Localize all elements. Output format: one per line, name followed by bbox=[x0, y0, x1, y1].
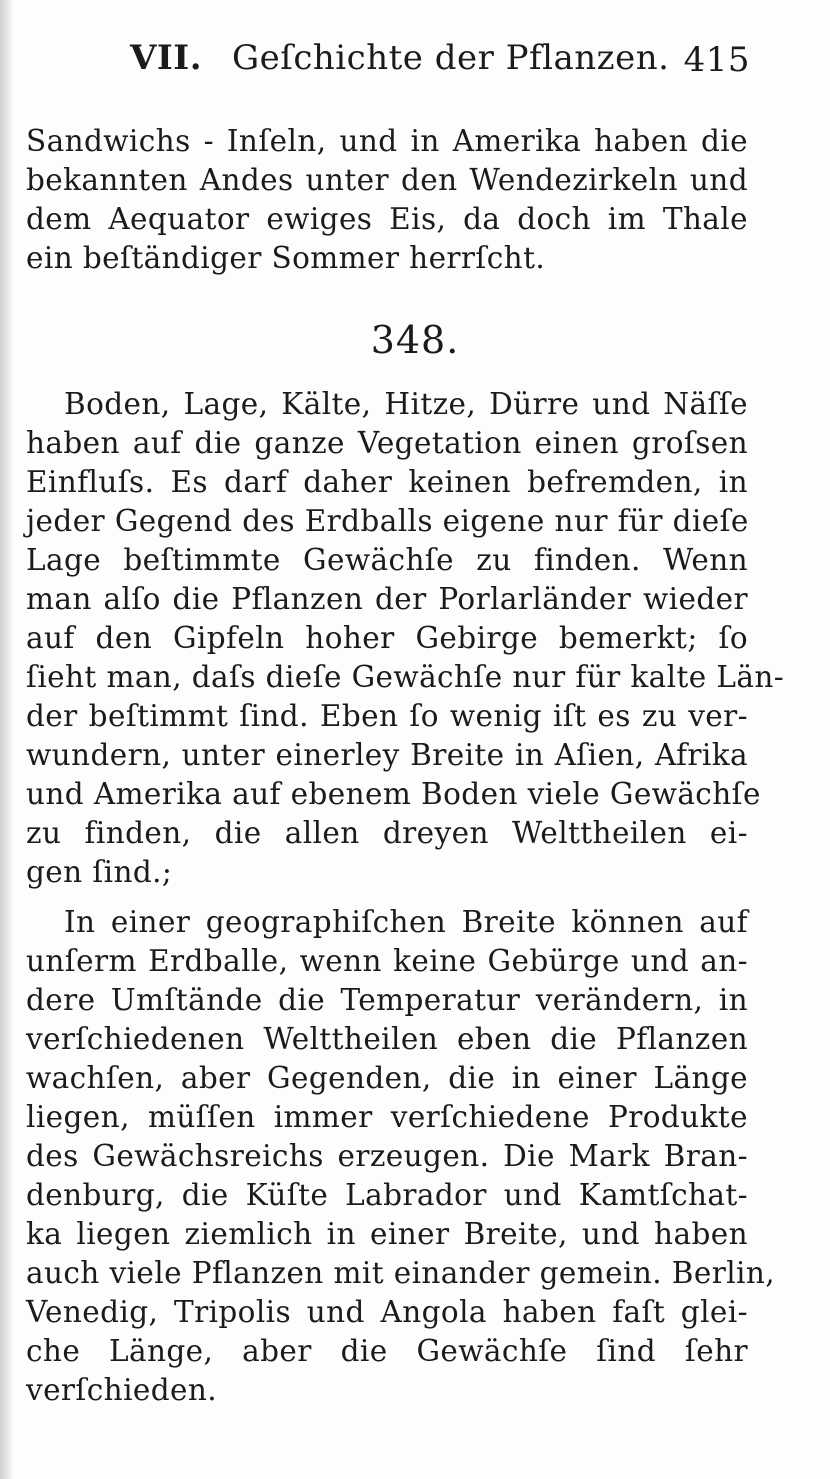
text-line: Boden, Lage, Kälte, Hitze, Dürre und Näſſe bbox=[64, 387, 748, 421]
text-line: Einfluſs. Es darf daher keinen befremden, in bbox=[26, 465, 748, 499]
text-line: ſieht man, daſs dieſe Gewächſe nur für kalte Län- bbox=[26, 660, 785, 694]
text-line: auch viele Pflanzen mit einander gemein. Berlin, bbox=[26, 1256, 776, 1290]
text-line: ka liegen ziemlich in einer Breite, und haben bbox=[26, 1217, 748, 1251]
paragraph-geography bbox=[26, 903, 776, 1410]
text-line: der beſtimmt ſind. Eben ſo wenig iſt es zu ver- bbox=[26, 699, 748, 733]
text-line: ein beſtändiger Sommer herrſcht. bbox=[26, 241, 546, 275]
text-line: haben auf die ganze Vegetation einen groſsen bbox=[26, 426, 748, 460]
running-header bbox=[130, 38, 750, 88]
text-line: wundern, unter einerley Breite in Aſien, Afrika bbox=[26, 738, 748, 772]
text-line: dere Umſtände die Temperatur verändern, in bbox=[26, 983, 748, 1017]
section-number: 348. bbox=[370, 318, 460, 362]
text-line: des Gewächsreichs erzeugen. Die Mark Bran- bbox=[26, 1139, 748, 1173]
text-line: unſerm Erdballe, wenn keine Gebürge und an- bbox=[26, 944, 748, 978]
text-line: bekannten Andes unter den Wendezirkeln und bbox=[26, 163, 748, 197]
text-line: Venedig, Tripolis und Angola haben faſt glei- bbox=[26, 1295, 748, 1329]
text-line: zu finden, die allen dreyen Welttheilen ei- bbox=[26, 816, 748, 850]
text-line: man alſo die Pflanzen der Porlarländer wieder bbox=[26, 582, 748, 616]
paragraph-348 bbox=[26, 385, 785, 892]
text-line: denburg, die Küſte Labrador und Kamtſchat- bbox=[26, 1178, 748, 1212]
text-line: In einer geographiſchen Breite können auf bbox=[64, 905, 748, 939]
text-line: liegen, müſſen immer verſchiedene Produkte bbox=[26, 1100, 748, 1134]
text-line: auf den Gipfeln hoher Gebirge bemerkt; ſo bbox=[26, 621, 748, 655]
paragraph-continuation bbox=[26, 122, 748, 278]
chapter-title: Geſchichte der Pflanzen. bbox=[232, 38, 670, 78]
text-line: dem Aequator ewiges Eis, da doch im Thale bbox=[26, 202, 748, 236]
text-line: che Länge, aber die Gewächſe ſind ſehr bbox=[26, 1334, 748, 1368]
text-line: gen ſind.; bbox=[26, 855, 173, 889]
text-line: und Amerika auf ebenem Boden viele Gewächſe bbox=[26, 777, 761, 811]
chapter-number: VII. bbox=[130, 38, 203, 78]
text-line: Sandwichs - Inſeln, und in Amerika haben die bbox=[26, 124, 748, 158]
text-line: wachſen, aber Gegenden, die in einer Länge bbox=[26, 1061, 748, 1095]
page-number: 415 bbox=[683, 40, 750, 80]
text-line: jeder Gegend des Erdballs eigene nur für dieſe bbox=[26, 504, 749, 538]
page-gutter-shadow bbox=[0, 0, 14, 1479]
text-line: verſchiedenen Welttheilen eben die Pflanzen bbox=[26, 1022, 748, 1056]
text-line: Lage beſtimmte Gewächſe zu finden. Wenn bbox=[26, 543, 748, 577]
text-line: verſchieden. bbox=[26, 1373, 218, 1407]
